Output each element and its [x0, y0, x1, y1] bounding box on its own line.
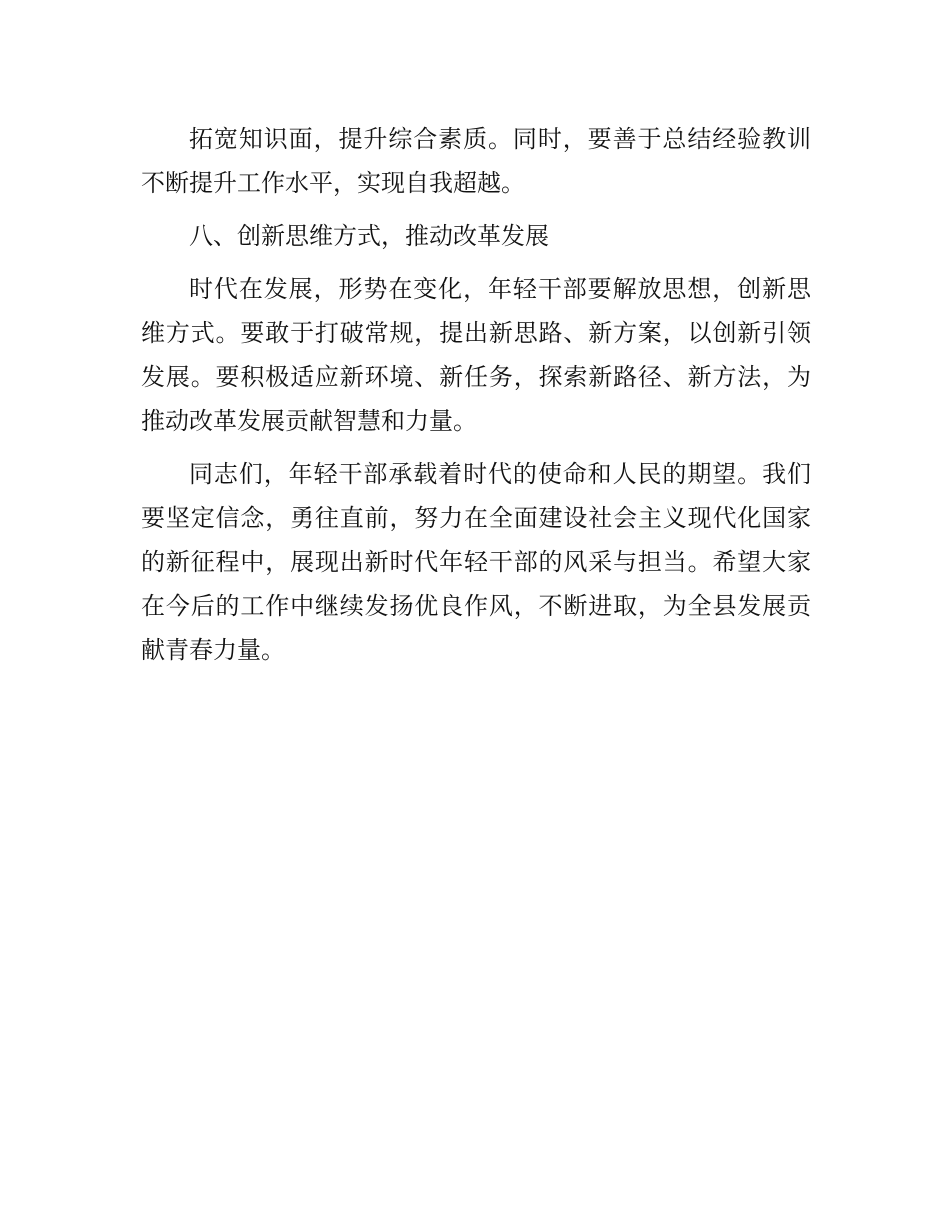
text-line: 推动改革发展贡献智慧和力量。	[141, 407, 477, 435]
text-line: 时代在发展，形势在变化，年轻干部要解放思想，创新思	[189, 275, 811, 303]
text-line: 在今后的工作中继续发扬优良作风，不断进取，为全县发展贡	[141, 592, 811, 620]
heading-text: 八、创新思维方式，推动改革发展	[189, 222, 549, 250]
document-body	[141, 117, 811, 681]
paragraph	[141, 452, 811, 672]
text-line: 的新征程中，展现出新时代年轻干部的风采与担当。希望大家	[141, 548, 811, 576]
text-line: 要坚定信念，勇往直前，努力在全面建设社会主义现代化国家	[141, 504, 811, 532]
paragraph	[141, 267, 811, 443]
section-heading	[141, 214, 811, 258]
text-line: 维方式。要敢于打破常规，提出新思路、新方案，以创新引领	[141, 319, 811, 347]
text-line: 不断提升工作水平，实现自我超越。	[141, 169, 525, 197]
text-line: 发展。要积极适应新环境、新任务，探索新路径、新方法，为	[141, 363, 811, 391]
paragraph	[141, 117, 811, 205]
text-line: 拓宽知识面，提升综合素质。同时，要善于总结经验教训	[189, 125, 811, 153]
text-line: 献青春力量。	[141, 636, 285, 664]
text-line: 同志们，年轻干部承载着时代的使命和人民的期望。我们	[189, 460, 811, 488]
